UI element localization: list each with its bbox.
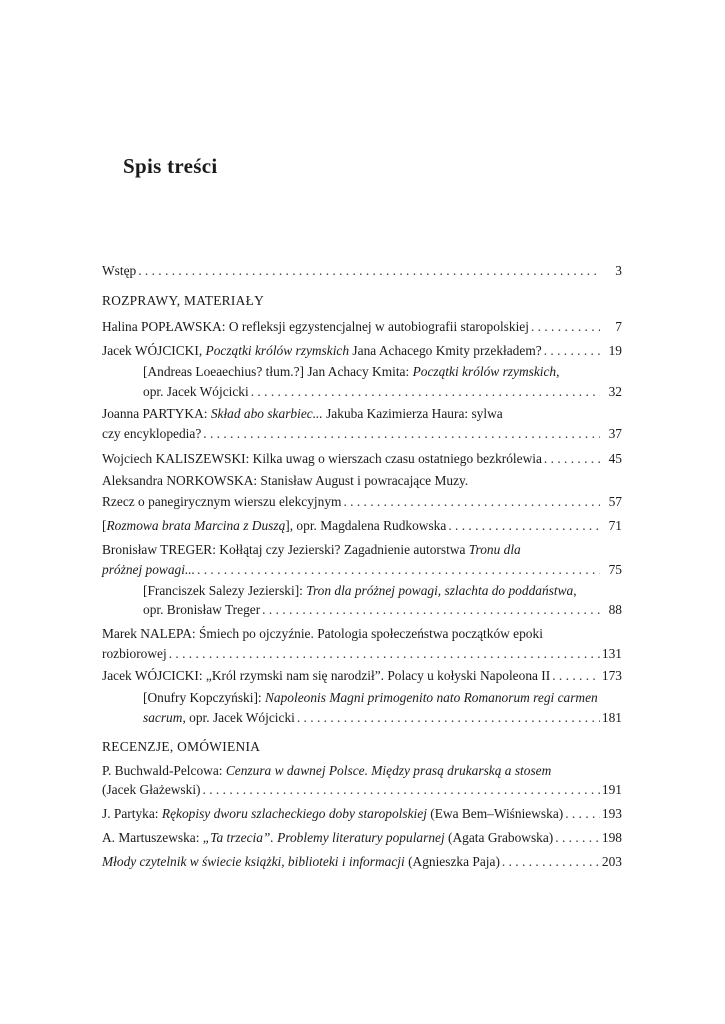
dot-leader [197, 561, 600, 579]
toc-entry[interactable] [102, 781, 622, 799]
page-number: 131 [601, 646, 622, 661]
entry-title: Jacek WÓJCICKI, Początki królów rzymskich Jana Achacego Kmity przekładem? [102, 343, 542, 358]
toc-entry[interactable] [102, 829, 622, 847]
dot-leader [502, 853, 600, 871]
entry-title: Wojciech KALISZEWSKI: Kilka uwag o wierszach czasu ostatniego bezkrólewia [102, 451, 542, 466]
toc-entry-line [143, 689, 622, 707]
entry-title: Joanna PARTYKA: Skład abo skarbiec... Jakuba Kazimierza Haura: sylwa [102, 406, 503, 421]
toc-entry[interactable] [143, 709, 622, 727]
section-heading: RECENZJE, OMÓWIENIA [102, 739, 261, 754]
dot-leader [544, 342, 600, 360]
page-number: 45 [608, 451, 622, 466]
page-number: 75 [608, 562, 622, 577]
page-number: 37 [608, 426, 622, 441]
toc-entry-line [102, 405, 622, 423]
page-number: 57 [608, 494, 622, 509]
entry-title: Rzecz o panegirycznym wierszu elekcyjnym [102, 494, 342, 509]
toc-entry[interactable] [102, 450, 622, 468]
dot-leader [544, 450, 600, 468]
toc-entry-line [102, 625, 622, 643]
dot-leader [343, 493, 600, 511]
page-number: 7 [615, 319, 622, 334]
toc-entry[interactable] [102, 561, 622, 579]
toc-entry[interactable] [102, 318, 622, 336]
toc-entry[interactable] [102, 517, 622, 535]
dot-leader [169, 645, 600, 663]
dot-leader [203, 425, 600, 443]
toc-entry[interactable] [102, 667, 622, 685]
toc-entry-line [102, 762, 622, 780]
entry-title: Jacek WÓJCICKI: „Król rzymski nam się narodził”. Polacy u kołyski Napoleona II [102, 668, 551, 683]
entry-title: Aleksandra NORKOWSKA: Stanisław August i powracające Muzy. [102, 473, 469, 488]
page-number: 191 [601, 782, 622, 797]
toc-entry[interactable] [102, 262, 622, 280]
entry-title: [Rozmowa brata Marcina z Duszą], opr. Magdalena Rudkowska [102, 518, 447, 533]
entry-title: [Franciszek Salezy Jezierski]: Tron dla próżnej powagi, szlachta do poddaństwa, [143, 583, 577, 598]
entry-title: próżnej powagi... [102, 562, 195, 577]
dot-leader [555, 829, 600, 847]
page-number: 198 [601, 830, 622, 845]
toc-entry[interactable] [102, 493, 622, 511]
entry-title: sacrum, opr. Jacek Wójcicki [143, 710, 295, 725]
entry-title: rozbiorowej [102, 646, 167, 661]
entry-editor: opr. Bronisław Treger [143, 602, 261, 617]
toc-entry[interactable] [102, 342, 622, 360]
entry-title: Bronisław TREGER: Kołłątaj czy Jezierski? Zagadnienie autorstwa Tronu dla [102, 542, 521, 557]
entry-title: [Andreas Loeaechius? tłum.?] Jan Achacy Kmita: Początki królów rzymskich, [143, 364, 560, 379]
section-heading: ROZPRAWY, MATERIAŁY [102, 293, 265, 308]
entry-reviewer: (Jacek Głażewski) [102, 782, 201, 797]
entry-title: czy encyklopedia? [102, 426, 202, 441]
toc-entry[interactable] [102, 805, 622, 823]
page-number: 181 [601, 710, 622, 725]
toc-entry-line [143, 582, 622, 600]
toc-entry-line [102, 472, 622, 490]
entry-title: Młody czytelnik w świecie książki, biblioteki i informacji (Agnieszka Paja) [102, 854, 500, 869]
entry-title: Wstęp [102, 263, 137, 278]
dot-leader [251, 383, 600, 401]
dot-leader [448, 517, 600, 535]
toc-entry[interactable] [102, 853, 622, 871]
dot-leader [552, 667, 600, 685]
page-title: Spis treści [123, 154, 218, 178]
page-number: 173 [601, 668, 622, 683]
entry-title: [Onufry Kopczyński]: Napoleonis Magni primogenito nato Romanorum regi carmen [143, 690, 598, 705]
page-number: 203 [601, 854, 622, 869]
page-number: 32 [608, 384, 622, 399]
entry-title: P. Buchwald-Pelcowa: Cenzura w dawnej Polsce. Między prasą drukarską a stosem [102, 763, 552, 778]
entry-title: Halina POPŁAWSKA: O refleksji egzystencjalnej w autobiografii staropolskiej [102, 319, 529, 334]
dot-leader [565, 805, 600, 823]
dot-leader [262, 601, 600, 619]
entry-title: J. Partyka: Rękopisy dworu szlacheckiego doby staropolskiej (Ewa Bem–Wiśniewska) [102, 806, 564, 821]
dot-leader [138, 262, 600, 280]
page-number: 71 [608, 518, 622, 533]
entry-title: Marek NALEPA: Śmiech po ojczyźnie. Patologia społeczeństwa początków epoki [102, 626, 543, 641]
page-number: 19 [608, 343, 622, 358]
entry-title: A. Martuszewska: „Ta trzecia”. Problemy literatury popularnej (Agata Grabowska) [102, 830, 554, 845]
entry-editor: opr. Jacek Wójcicki [143, 384, 249, 399]
toc-entry[interactable] [102, 425, 622, 443]
toc-entry[interactable] [143, 601, 622, 619]
dot-leader [531, 318, 600, 336]
page-number: 193 [601, 806, 622, 821]
page-number: 88 [608, 602, 622, 617]
page-number: 3 [615, 263, 622, 278]
dot-leader [297, 709, 600, 727]
toc-entry[interactable] [143, 383, 622, 401]
toc-entry-line [102, 541, 622, 559]
toc-entry-line [143, 363, 622, 381]
dot-leader [203, 781, 600, 799]
toc-entry[interactable] [102, 645, 622, 663]
